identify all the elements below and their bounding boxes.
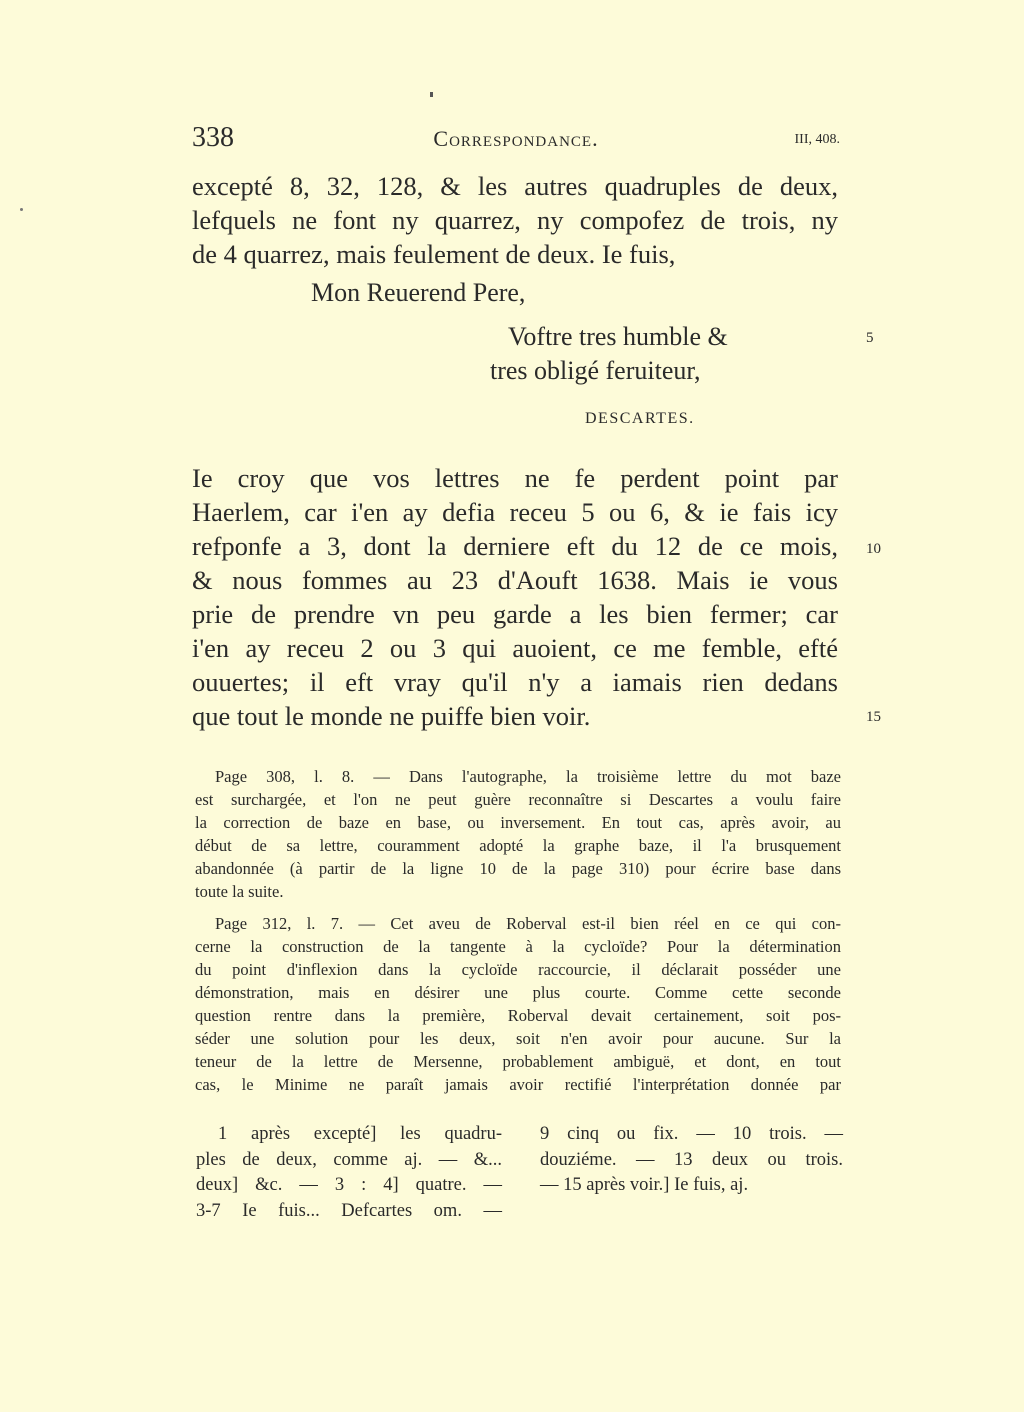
line-number: 5 [866, 330, 874, 346]
ink-speck [20, 208, 23, 211]
ink-speck [430, 92, 433, 97]
running-title: Correspondance. [433, 126, 599, 151]
note-line: Page 312, l. 7. — Cet aveu de Roberval est-il bien réel en ce qui con- [215, 914, 841, 933]
note-line: séder une solution pour les deux, soit n'en avoir pour aucune. Sur la [195, 1029, 841, 1048]
variant-line: — 15 après voir.] Ie fuis, aj. [540, 1175, 749, 1195]
postscript-line: i'en ay receu 2 ou 3 qui auoient, ce me femble, efté [192, 633, 838, 663]
closing-line: tres obligé feruiteur, [490, 356, 701, 385]
postscript-line: & nous fommes au 23 d'Aouft 1638. Mais ie vous [192, 565, 838, 595]
note-line: cerne la construction de la tangente à la cycloïde? Pour la détermination [195, 937, 841, 956]
postscript-line: refponfe a 3, dont la derniere eft du 12 de ce mois, [192, 531, 838, 561]
variant-line: 1 après excepté] les quadru- [218, 1124, 502, 1144]
note-line: début de sa lettre, couramment adopté la graphe baze, il l'a brusquement [195, 836, 841, 855]
note-line: Page 308, l. 8. — Dans l'autographe, la troisième lettre du mot baze [215, 767, 841, 786]
variant-line: douziéme. — 13 deux ou trois. [540, 1149, 843, 1170]
variant-line: deux] &c. — 3 : 4] quatre. — [196, 1175, 502, 1195]
note-line: la correction de baze en base, ou inversement. En tout cas, après avoir, au [195, 813, 841, 832]
note-line: question rentre dans la première, Roberval devait certainement, soit pos- [195, 1006, 841, 1025]
closing-line: Voftre tres humble & [508, 322, 728, 351]
variants-right [540, 1122, 843, 1199]
line-number: 10 [866, 541, 881, 557]
variant-line: 9 cinq ou fix. — 10 trois. — [540, 1124, 843, 1144]
postscript-line: ouuertes; il eft vray qu'il n'y a iamais rien dedans [192, 667, 838, 697]
variant-line: ples de deux, comme aj. — &... [196, 1149, 502, 1170]
postscript-line: prie de prendre vn peu garde a les bien fermer; car [192, 599, 838, 629]
variant-line: 3-7 Ie fuis... Defcartes om. — [196, 1200, 502, 1221]
note-line: est surchargée, et l'on ne peut guère reconnaître si Descartes a voulu faire [195, 790, 841, 809]
variants-left [196, 1122, 502, 1224]
postscript-line: Ie croy que vos lettres ne fe perdent point par [192, 463, 838, 493]
note-line: teneur de la lettre de Mersenne, probablement ambiguë, et dont, en tout [195, 1052, 841, 1071]
note-line: du point d'inflexion dans la cycloïde raccourcie, il déclarait posséder une [195, 960, 841, 979]
letter-line: excepté 8, 32, 128, & les autres quadruples de deux, [192, 171, 838, 201]
page-header [192, 122, 840, 156]
page-number: 338 [192, 122, 234, 153]
postscript-line: que tout le monde ne puiffe bien voir. [192, 701, 591, 731]
volume-reference: III, 408. [794, 132, 840, 147]
salutation: Mon Reuerend Pere, [311, 278, 526, 307]
note-line: cas, le Minime ne paraît jamais avoir rectifié l'interprétation donnée par [195, 1075, 841, 1094]
note-line: démonstration, mais en désirer une plus courte. Comme cette seconde [195, 983, 841, 1002]
note-line: toute la suite. [195, 882, 284, 901]
note-line: abandonnée (à partir de la ligne 10 de la page 310) pour écrire base dans [195, 859, 841, 878]
line-number: 15 [866, 709, 881, 725]
signature: DESCARTES. [585, 410, 695, 427]
letter-line: lefquels ne font ny quarrez, ny compofez de trois, ny [192, 205, 838, 235]
postscript-line: Haerlem, car i'en ay defia receu 5 ou 6, & ie fais icy [192, 497, 838, 527]
letter-line: de 4 quarrez, mais feulement de deux. Ie fuis, [192, 239, 676, 269]
